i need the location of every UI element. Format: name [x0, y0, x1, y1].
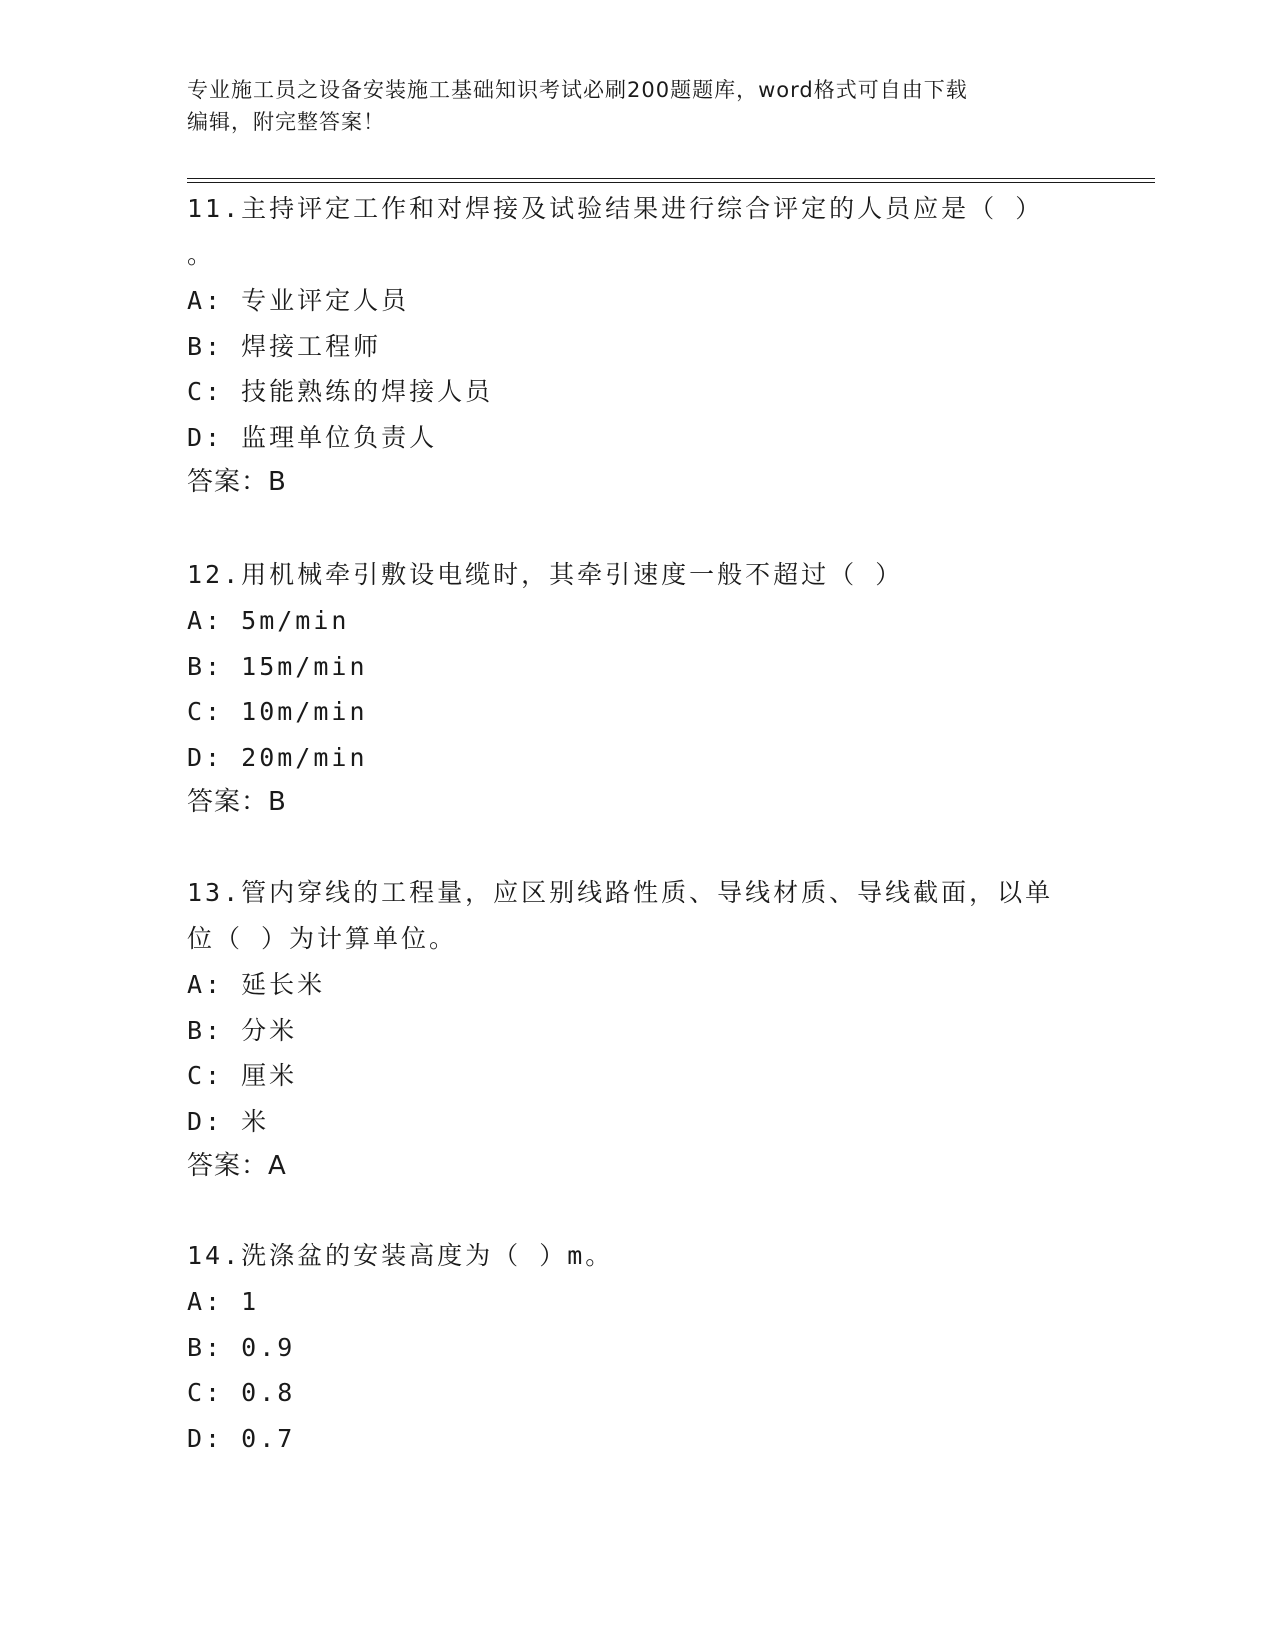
question-11 — [187, 186, 1087, 505]
option-c: C: 厘米 — [187, 1061, 298, 1090]
question-text-line: 。 — [187, 240, 216, 269]
option-a: A: 1 — [187, 1287, 260, 1316]
header-line-2: 编辑，附完整答案！ — [187, 110, 385, 134]
option-c: C: 技能熟练的焊接人员 — [187, 377, 494, 406]
option-a: A: 延长米 — [187, 970, 326, 999]
question-14 — [187, 1233, 1087, 1461]
header-double-rule — [187, 178, 1155, 183]
option-a: A: 5m/min — [187, 606, 350, 635]
option-d: D: 0.7 — [187, 1423, 296, 1453]
answer: 答案：B — [187, 467, 287, 497]
option-d: D: 米 — [187, 1106, 270, 1136]
document-header — [187, 74, 1067, 138]
answer: 答案：A — [187, 1151, 287, 1181]
option-b: B: 分米 — [187, 1015, 298, 1045]
question-text-line: 14.洗涤盆的安装高度为（ ）m。 — [187, 1241, 614, 1270]
question-13 — [187, 870, 1087, 1189]
option-d: D: 监理单位负责人 — [187, 422, 438, 452]
option-b: B: 0.9 — [187, 1332, 296, 1362]
question-text-line: 11.主持评定工作和对焊接及试验结果进行综合评定的人员应是（ ） — [187, 194, 1044, 223]
option-a: A: 专业评定人员 — [187, 286, 410, 315]
header-line-1: 专业施工员之设备安装施工基础知识考试必刷200题题库，word格式可自由下载 — [187, 78, 968, 102]
question-12 — [187, 552, 1087, 825]
option-b: B: 15m/min — [187, 651, 368, 681]
question-text-line: 12.用机械牵引敷设电缆时，其牵引速度一般不超过（ ） — [187, 560, 904, 589]
option-b: B: 焊接工程师 — [187, 331, 382, 361]
question-text-line: 13.管内穿线的工程量，应区别线路性质、导线材质、导线截面，以单 — [187, 878, 1054, 907]
option-c: C: 10m/min — [187, 697, 368, 726]
option-d: D: 20m/min — [187, 742, 368, 772]
option-c: C: 0.8 — [187, 1378, 296, 1407]
answer: 答案：B — [187, 787, 287, 817]
question-text-line: 位（ ）为计算单位。 — [187, 924, 458, 953]
